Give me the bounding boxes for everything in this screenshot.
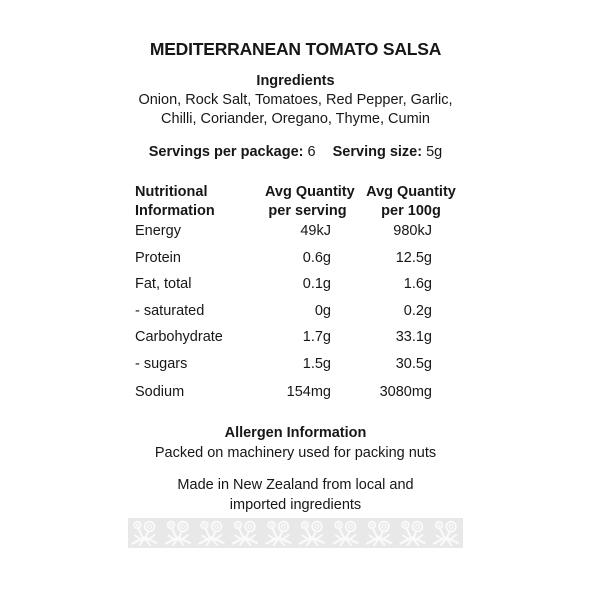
floral-border bbox=[128, 518, 463, 548]
per-100g-value: 30.5g bbox=[395, 355, 432, 372]
per-serving-value: 0.6g bbox=[302, 249, 331, 266]
serving-size-value: 5g bbox=[426, 144, 443, 160]
header-col1-line1: Nutritional bbox=[135, 184, 208, 200]
table-row bbox=[128, 302, 463, 329]
servings-line bbox=[128, 143, 463, 161]
per-100g-value: 1.6g bbox=[403, 276, 432, 292]
header-col1-line2: Information bbox=[135, 202, 215, 219]
per-serving-value: 0.1g bbox=[302, 276, 331, 292]
per-serving-value: 154mg bbox=[286, 384, 331, 400]
allergen-text: Packed on machinery used for packing nuts bbox=[154, 445, 437, 461]
header-col2-line2: per serving bbox=[268, 202, 347, 219]
per-serving-value: 1.7g bbox=[302, 329, 331, 345]
origin-line-1: Made in New Zealand from local and bbox=[177, 477, 414, 493]
per-100g-value: 12.5g bbox=[395, 249, 432, 266]
header-col3-line1: Avg Quantity bbox=[366, 184, 456, 200]
servings-per-package-label: Servings per package: bbox=[148, 144, 304, 160]
allergen-heading: Allergen Information bbox=[224, 425, 367, 441]
nutrient-name: Carbohydrate bbox=[135, 329, 223, 345]
table-row bbox=[128, 222, 463, 249]
product-title: MEDITERRANEAN TOMATO SALSA bbox=[149, 39, 442, 59]
per-100g-value: 33.1g bbox=[395, 329, 432, 345]
nutrition-table-header bbox=[128, 183, 472, 220]
nutrient-name: Fat, total bbox=[135, 276, 192, 292]
header-col2-line1: Avg Quantity bbox=[265, 184, 355, 200]
header-avg-quantity-per-100g bbox=[350, 183, 472, 220]
floral-border-graphic bbox=[128, 518, 463, 548]
servings-per-package-value: 6 bbox=[307, 144, 316, 160]
ingredients-line-2: Chilli, Coriander, Oregano, Thyme, Cumin bbox=[161, 111, 430, 127]
table-row bbox=[128, 275, 463, 302]
product-label bbox=[128, 0, 463, 600]
nutrient-name: - saturated bbox=[135, 302, 205, 319]
table-row bbox=[128, 249, 463, 276]
ingredients-line-1: Onion, Rock Salt, Tomatoes, Red Pepper, Garlic, bbox=[138, 92, 453, 108]
nutrient-name: Protein bbox=[135, 249, 181, 266]
ingredients-heading: Ingredients bbox=[256, 73, 335, 89]
serving-size-label: Serving size: bbox=[332, 144, 423, 160]
header-col3-line2: per 100g bbox=[381, 202, 441, 219]
table-row bbox=[128, 328, 463, 355]
per-100g-value: 3080mg bbox=[379, 384, 432, 400]
table-row bbox=[128, 383, 463, 410]
header-avg-quantity-per-serving bbox=[265, 183, 355, 220]
per-serving-value: 0g bbox=[314, 302, 331, 319]
table-row bbox=[128, 355, 463, 382]
per-100g-value: 0.2g bbox=[403, 302, 432, 319]
per-serving-value: 1.5g bbox=[302, 355, 331, 372]
header-nutritional-information bbox=[128, 183, 265, 220]
nutrient-name: - sugars bbox=[135, 355, 188, 372]
nutrition-table bbox=[128, 222, 463, 410]
per-100g-value: 980kJ bbox=[393, 223, 432, 239]
origin-line-2: imported ingredients bbox=[229, 497, 362, 513]
per-serving-value: 49kJ bbox=[300, 223, 331, 239]
nutrient-name: Energy bbox=[135, 223, 181, 239]
nutrient-name: Sodium bbox=[135, 384, 185, 400]
